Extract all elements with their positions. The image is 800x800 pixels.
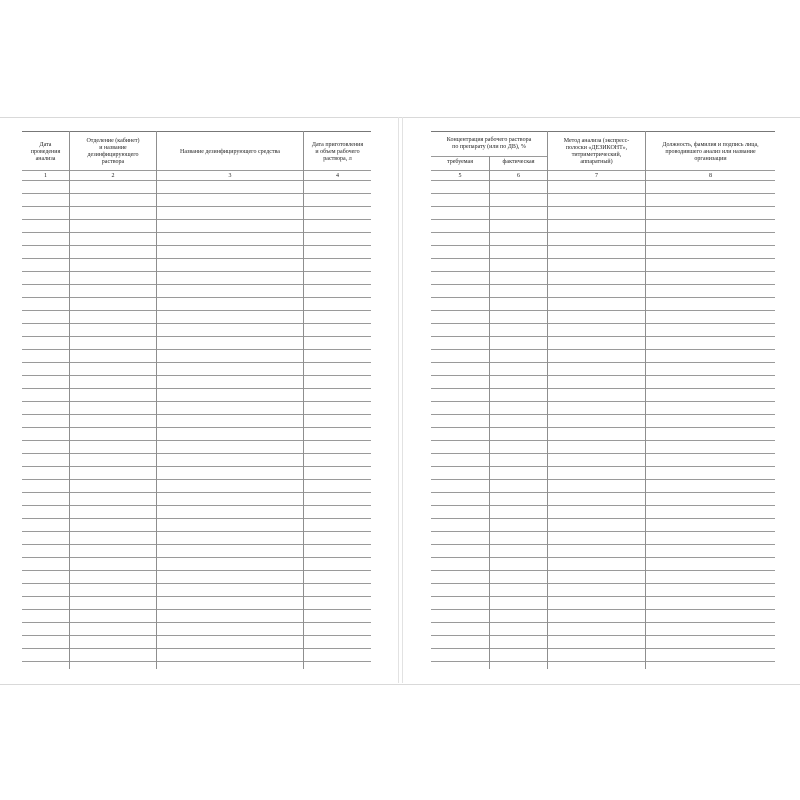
row-line bbox=[22, 362, 371, 363]
row-line bbox=[22, 622, 371, 623]
row-line bbox=[22, 297, 371, 298]
row-line bbox=[22, 453, 371, 454]
row-line bbox=[22, 232, 371, 233]
row-line bbox=[431, 297, 775, 298]
row-line bbox=[22, 375, 371, 376]
row-line bbox=[22, 531, 371, 532]
row-line bbox=[22, 388, 371, 389]
row-line bbox=[431, 401, 775, 402]
row-line bbox=[22, 414, 371, 415]
row-line bbox=[22, 479, 371, 480]
row-line bbox=[431, 349, 775, 350]
row-line bbox=[22, 466, 371, 467]
row-line bbox=[22, 219, 371, 220]
row-line bbox=[431, 362, 775, 363]
column-divider bbox=[69, 131, 70, 669]
header-divider bbox=[22, 170, 371, 171]
column-number: 8 bbox=[709, 173, 712, 179]
row-line bbox=[431, 232, 775, 233]
header-preparation-date: Дата приготовления и объем рабочего раствора, л bbox=[311, 141, 364, 162]
header-divider bbox=[431, 170, 775, 171]
row-line bbox=[431, 284, 775, 285]
header-required: требуемая bbox=[447, 158, 473, 165]
row-line bbox=[22, 570, 371, 571]
column-divider bbox=[156, 131, 157, 669]
row-line bbox=[431, 609, 775, 610]
row-line bbox=[22, 596, 371, 597]
row-line bbox=[22, 518, 371, 519]
column-divider bbox=[489, 156, 490, 669]
row-line bbox=[431, 648, 775, 649]
row-line bbox=[22, 635, 371, 636]
row-line bbox=[431, 492, 775, 493]
header-disinfectant-name: Название дезинфицирующего средства bbox=[180, 148, 280, 155]
right-page bbox=[402, 117, 800, 683]
header-analysis-date: Дата проведения анализа bbox=[30, 141, 61, 162]
number-row-divider bbox=[22, 180, 371, 181]
row-line bbox=[431, 505, 775, 506]
row-line bbox=[22, 193, 371, 194]
row-line bbox=[431, 557, 775, 558]
row-line bbox=[431, 531, 775, 532]
row-line bbox=[431, 310, 775, 311]
header-analysis-method: Метод анализа (экспресс- полоски «ДЕЗИКОНТ», титриметрический, аппаратный) bbox=[563, 138, 630, 165]
row-line bbox=[22, 349, 371, 350]
row-line bbox=[22, 440, 371, 441]
row-line bbox=[22, 505, 371, 506]
row-line bbox=[431, 479, 775, 480]
column-divider bbox=[303, 131, 304, 669]
row-line bbox=[431, 596, 775, 597]
row-line bbox=[431, 323, 775, 324]
column-divider bbox=[547, 131, 548, 669]
row-line bbox=[431, 661, 775, 662]
row-line bbox=[22, 557, 371, 558]
row-line bbox=[431, 206, 775, 207]
row-line bbox=[22, 323, 371, 324]
row-line bbox=[431, 271, 775, 272]
row-line bbox=[431, 570, 775, 571]
column-number: 7 bbox=[595, 173, 598, 179]
column-number: 1 bbox=[44, 173, 47, 179]
row-line bbox=[431, 427, 775, 428]
row-line bbox=[22, 648, 371, 649]
row-line bbox=[22, 284, 371, 285]
row-line bbox=[431, 453, 775, 454]
row-line bbox=[22, 258, 371, 259]
row-line bbox=[22, 206, 371, 207]
row-line bbox=[22, 310, 371, 311]
row-line bbox=[22, 427, 371, 428]
row-line bbox=[431, 193, 775, 194]
header-responsible-person: Должность, фамилия и подпись лица, проводившего анализ или название организации bbox=[662, 141, 759, 162]
row-line bbox=[431, 440, 775, 441]
row-line bbox=[431, 375, 775, 376]
header-department: Отделение (кабинет) и название дезинфицирующего раствора bbox=[86, 138, 140, 165]
row-line bbox=[431, 245, 775, 246]
column-number: 4 bbox=[336, 173, 339, 179]
row-line bbox=[431, 466, 775, 467]
row-line bbox=[431, 583, 775, 584]
row-line bbox=[431, 388, 775, 389]
row-line bbox=[22, 609, 371, 610]
row-line bbox=[431, 544, 775, 545]
column-number: 2 bbox=[111, 173, 115, 179]
table-top-border bbox=[22, 131, 371, 132]
row-line bbox=[431, 219, 775, 220]
row-line bbox=[431, 518, 775, 519]
table-top-border bbox=[431, 131, 775, 132]
row-line bbox=[22, 583, 371, 584]
row-line bbox=[22, 245, 371, 246]
column-number: 5 bbox=[458, 173, 462, 179]
left-page bbox=[0, 117, 399, 683]
header-actual: фактическая bbox=[502, 158, 535, 165]
row-line bbox=[431, 622, 775, 623]
row-line bbox=[22, 336, 371, 337]
column-divider bbox=[645, 131, 646, 669]
row-line bbox=[22, 271, 371, 272]
row-line bbox=[22, 544, 371, 545]
row-line bbox=[22, 401, 371, 402]
column-number: 3 bbox=[228, 173, 232, 179]
column-number: 6 bbox=[517, 173, 520, 179]
row-line bbox=[22, 661, 371, 662]
row-line bbox=[431, 258, 775, 259]
row-line bbox=[22, 492, 371, 493]
number-row-divider bbox=[431, 180, 775, 181]
row-line bbox=[431, 635, 775, 636]
row-line bbox=[431, 414, 775, 415]
row-line bbox=[431, 336, 775, 337]
header-concentration: Концентрация рабочего раствора по препарату (или по ДВ), % bbox=[446, 137, 532, 150]
